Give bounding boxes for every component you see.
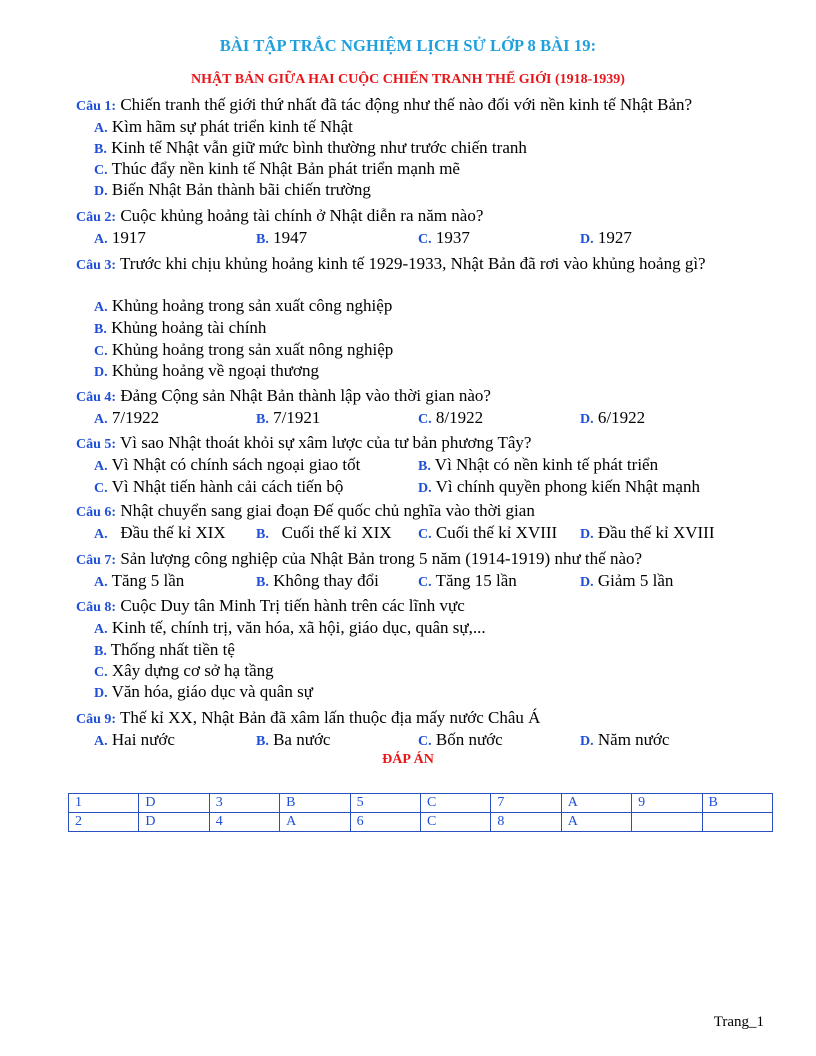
question-label: Câu 1: — [76, 99, 117, 114]
question-label: Câu 7: — [76, 553, 117, 568]
question-text: Sản lượng công nghiệp của Nhật Bản trong 5 năm (1914-1919) như thế nào? — [116, 549, 643, 568]
question-4 — [76, 385, 766, 409]
option-4b: B. 7/1921 — [256, 408, 321, 427]
table-cell: B — [702, 794, 772, 813]
option-7c: C. Tăng 15 lần — [418, 571, 517, 590]
question-label: Câu 6: — [76, 505, 117, 520]
question-text: Đảng Cộng sản Nhật Bản thành lập vào thời gian nào? — [116, 386, 491, 405]
table-cell: C — [420, 813, 490, 832]
document-title: BÀI TẬP TRẮC NGHIỆM LỊCH SỬ LỚP 8 BÀI 19: — [219, 36, 597, 55]
answer-key-title: ĐÁP ÁN — [382, 752, 434, 767]
option-1b: B. Kinh tế Nhật vẫn giữ mức bình thường như trước chiến tranh — [94, 138, 527, 157]
option-2c: C. 1937 — [418, 228, 470, 247]
option-3c: C. Khủng hoảng trong sản xuất nông nghiệp — [94, 340, 394, 359]
table-cell: 2 — [69, 813, 139, 832]
option-8b: B. Thống nhất tiền tệ — [94, 640, 235, 659]
table-cell: D — [139, 794, 209, 813]
option-8d: D. Văn hóa, giáo dục và quân sự — [94, 682, 313, 701]
table-cell: B — [280, 794, 350, 813]
option-4c: C. 8/1922 — [418, 408, 484, 427]
question-3 — [76, 253, 766, 277]
option-6a: A. Đầu thế kỉ XIX — [94, 523, 226, 542]
question-text: Nhật chuyển sang giai đoạn Đế quốc chủ nghĩa vào thời gian — [116, 501, 535, 520]
option-7b: B. Không thay đổi — [256, 571, 379, 590]
question-label: Câu 2: — [76, 210, 117, 225]
table-cell: A — [561, 813, 631, 832]
option-3a: A. Khủng hoảng trong sản xuất công nghiệp — [94, 296, 393, 315]
question-label: Câu 9: — [76, 712, 117, 727]
table-cell: A — [561, 794, 631, 813]
question-5 — [76, 432, 766, 456]
option-5b: B. Vì Nhật có nền kinh tế phát triển — [418, 455, 659, 474]
question-9 — [76, 707, 766, 731]
table-cell: 5 — [350, 794, 420, 813]
table-cell: 7 — [491, 794, 561, 813]
option-8c: C. Xây dựng cơ sở hạ tầng — [94, 661, 274, 680]
question-1 — [76, 94, 766, 118]
option-5d: D. Vì chính quyền phong kiến Nhật mạnh — [418, 477, 700, 496]
option-1c: C. Thúc đẩy nền kinh tế Nhật Bản phát triển mạnh mẽ — [94, 159, 460, 178]
option-3b: B. Khủng hoảng tài chính — [94, 318, 267, 337]
question-label: Câu 5: — [76, 437, 117, 452]
option-9c: C. Bốn nước — [418, 730, 503, 749]
table-cell: 9 — [632, 794, 702, 813]
option-9a: A. Hai nước — [94, 730, 175, 749]
option-4a: A. 7/1922 — [94, 408, 160, 427]
question-text: Vì sao Nhật thoát khỏi sự xâm lược của tư bản phương Tây? — [116, 433, 532, 452]
table-cell: C — [420, 794, 490, 813]
option-6c: C. Cuối thế kỉ XVIII — [418, 523, 558, 542]
table-cell: 8 — [491, 813, 561, 832]
option-8a: A. Kinh tế, chính trị, văn hóa, xã hội, giáo dục, quân sự,... — [94, 618, 486, 637]
question-8 — [76, 595, 766, 619]
question-6 — [76, 500, 766, 524]
question-text: Cuộc khủng hoảng tài chính ở Nhật diễn ra năm nào? — [116, 206, 484, 225]
table-cell — [702, 813, 772, 832]
option-2b: B. 1947 — [256, 228, 308, 247]
option-9b: B. Ba nước — [256, 730, 331, 749]
option-6b: B. Cuối thế kỉ XIX — [256, 523, 392, 542]
question-label: Câu 3: — [76, 258, 117, 273]
table-cell: 3 — [209, 794, 279, 813]
question-2 — [76, 205, 766, 229]
page-number: Trang_1 — [713, 1014, 764, 1030]
table-cell: D — [139, 813, 209, 832]
option-5c: C. Vì Nhật tiến hành cải cách tiến bộ — [94, 477, 344, 496]
option-2d: D. 1927 — [580, 228, 632, 247]
question-label: Câu 4: — [76, 390, 117, 405]
option-6d: D. Đầu thế kỉ XVIII — [580, 523, 715, 542]
option-1d: D. Biến Nhật Bản thành bãi chiến trường — [94, 180, 371, 199]
table-cell: A — [280, 813, 350, 832]
question-7 — [76, 548, 766, 572]
question-label: Câu 8: — [76, 600, 117, 615]
question-text: Chiến tranh thế giới thứ nhất đã tác động như thế nào đối với nền kinh tế Nhật Bản? — [116, 95, 693, 114]
option-9d: D. Năm nước — [580, 730, 670, 749]
table-cell: 6 — [350, 813, 420, 832]
table-cell: 1 — [69, 794, 139, 813]
table-row — [69, 813, 773, 832]
option-5a: A. Vì Nhật có chính sách ngoại giao tốt — [94, 455, 361, 474]
table-row — [69, 794, 773, 813]
table-cell — [632, 813, 702, 832]
question-text: Trước khi chịu khủng hoảng kinh tế 1929-1933, Nhật Bản đã rơi vào khủng hoảng gì? — [116, 254, 706, 273]
table-cell: 4 — [209, 813, 279, 832]
option-7d: D. Giảm 5 lần — [580, 571, 674, 590]
option-1a: A. Kìm hãm sự phát triển kinh tế Nhật — [94, 117, 353, 136]
answer-key-table — [68, 793, 773, 832]
document-subtitle: NHẬT BẢN GIỮA HAI CUỘC CHIẾN TRANH THẾ GIỚI (1918-1939) — [191, 72, 625, 87]
option-4d: D. 6/1922 — [580, 408, 646, 427]
option-7a: A. Tăng 5 lần — [94, 571, 185, 590]
option-2a: A. 1917 — [94, 228, 146, 247]
question-text: Thế kỉ XX, Nhật Bản đã xâm lấn thuộc địa mấy nước Châu Á — [116, 708, 541, 727]
option-3d: D. Khủng hoảng về ngoại thương — [94, 361, 319, 380]
question-text: Cuộc Duy tân Minh Trị tiến hành trên các lĩnh vực — [116, 596, 465, 615]
